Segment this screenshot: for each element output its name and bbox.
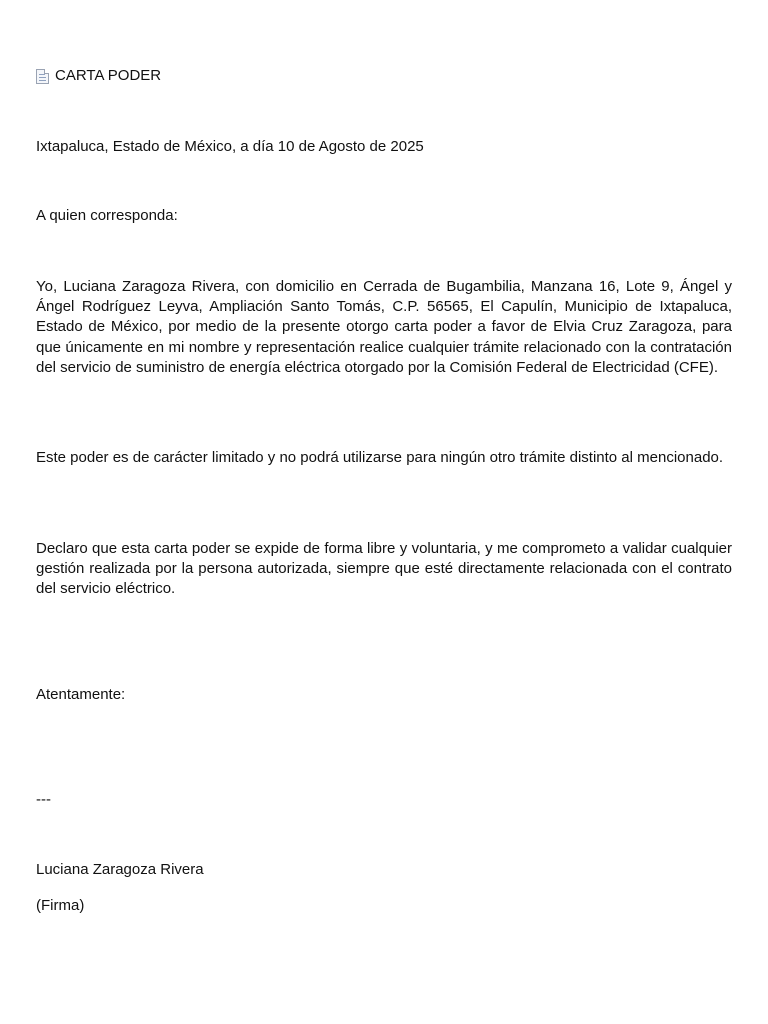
paragraph-limitation: Este poder es de carácter limitado y no podrá utilizarse para ningún otro trámite distinto al mencionado. [36,449,724,466]
paragraph-declaration: Declaro que esta carta poder se expide de forma libre y voluntaria, y me comprometo a validar cualquier gestión realizada por la persona autorizada, siempre que esté directamente relacionada con el contrato del servicio eléctrico. [36,540,732,598]
separator: --- [36,791,51,808]
place-date: Ixtapaluca, Estado de México, a día 10 de Agosto de 2025 [36,138,424,155]
document-icon [36,69,49,84]
signature-label: (Firma) [36,897,85,914]
title-row [36,66,161,86]
signer-name: Luciana Zaragoza Rivera [36,861,204,878]
page-title: CARTA PODER [55,67,162,84]
greeting: A quien corresponda: [36,207,178,224]
closing: Atentamente: [36,686,126,703]
paragraph-grant: Yo, Luciana Zaragoza Rivera, con domicilio en Cerrada de Bugambilia, Manzana 16, Lote 9, Ángel y Ángel Rodríguez Leyva, Ampliación Santo Tomás, C.P. 56565, El Capulín, Municipio de Ixtapaluca, Estado de México, por medio de la presente otorgo carta poder a favor de Elvia Cruz Zaragoza, para que únicamente en mi nombre y representación realice cualquier trámite relacionado con la contratación del servicio de suministro de energía eléctrica otorgado por la Comisión Federal de Electricidad (CFE). [36,278,732,376]
